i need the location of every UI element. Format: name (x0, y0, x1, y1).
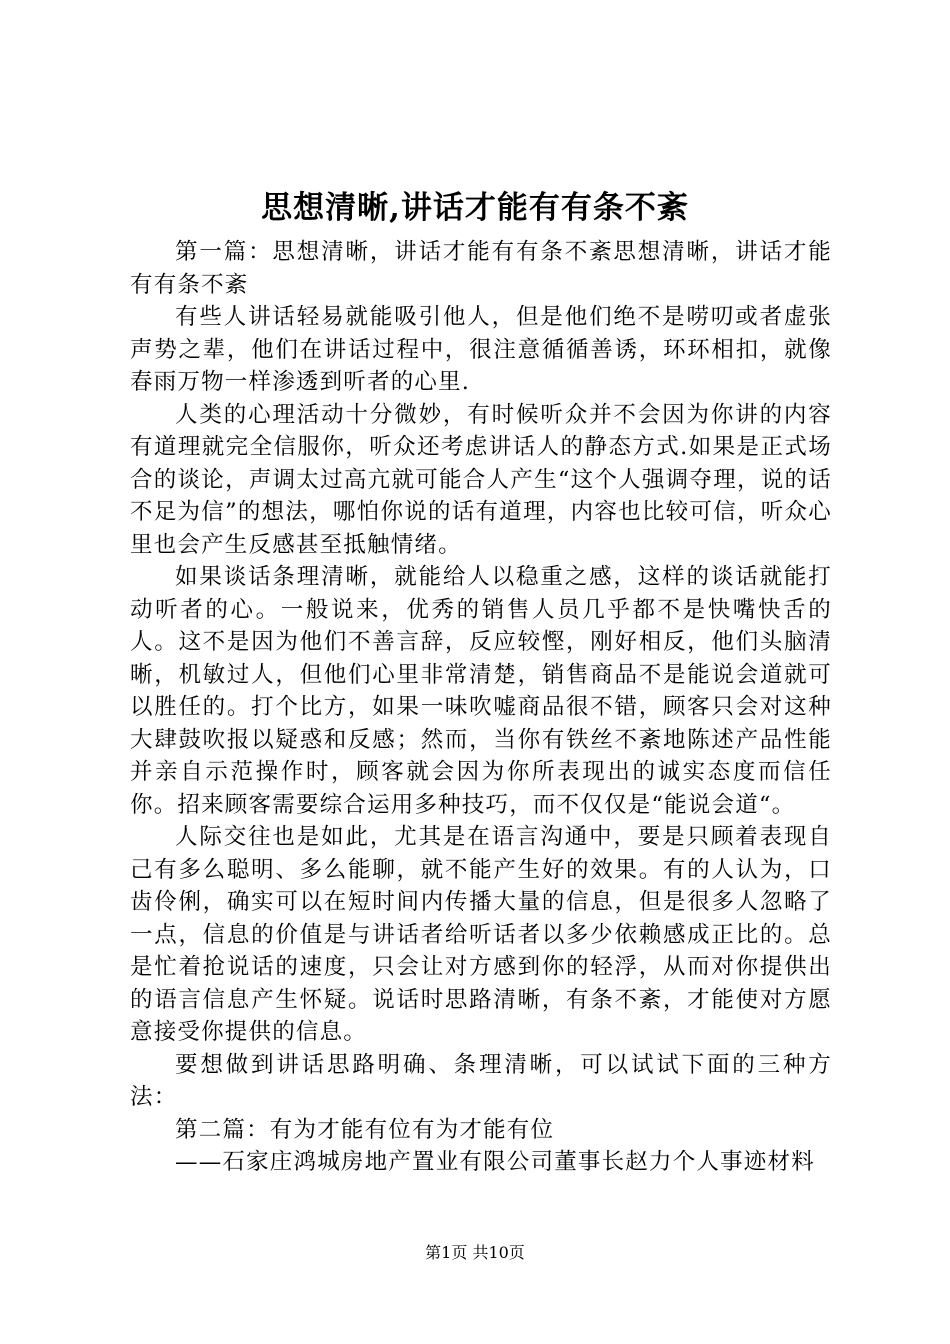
paragraph-2: 有些人讲话轻易就能吸引他人，但是他们绝不是唠叨或者虚张声势之辈，他们在讲话过程中，很注意循循善诱，环环相扣，就像春雨万物一样渗透到听者的心里. (130, 304, 832, 395)
document-body (130, 236, 832, 1179)
page-number-footer: 第1页 共10页 (425, 1243, 525, 1262)
paragraph-4: 如果谈话条理清晰，就能给人以稳重之感，这样的谈话就能打动听者的心。一般说来，优秀的销售人员几乎都不是快嘴快舌的人。这不是因为他们不善言辞，反应较慳，刚好相反，他们头脑清晰，机敏过人，但他们心里非常清楚，销售商品不是能说会道就可以胜任的。打个比方，如果一味吹嘘商品很不错，顾客只会对这种大肆鼓吹报以疑惑和反感；然而，当你有铁丝不紊地陈述产品性能并亲自示范操作时，顾客就会因为你所表现出的诚实态度而信任你。招来顾客需要综合运用多种技巧，而不仅仅是“能说会道“。 (130, 564, 832, 818)
document-title: 思想清晰,讲话才能有有条不紊 (261, 190, 689, 226)
paragraph-5: 人际交往也是如此，尤其是在语言沟通中，要是只顾着表现自己有多么聪明、多么能聊，就不能产生好的效果。有的人认为，口齿伶俐，确实可以在短时间内传播大量的信息，但是很多人忽略了一点，信息的价值是与讲话者给听话者以多少依赖感成正比的。总是忙着抢说话的速度，只会让对方感到你的轻浮，从而对你提供出的语言信息产生怀疑。说话时思路清晰，有条不紊，才能使对方愿意接受你提供的信息。 (130, 824, 832, 1045)
paragraph-1: 第一篇：思想清晰，讲话才能有有条不紊思想清晰，讲话才能有有条不紊 (130, 239, 832, 298)
paragraph-3: 人类的心理活动十分微妙，有时候听众并不会因为你讲的内容有道理就完全信服你，听众还考虑讲话人的静态方式.如果是正式场合的谈论，声调太过高亢就可能合人产生“这个人强调夺理，说的话不足为信”的想法，哪怕你说的话有道理，内容也比较可信，听众心里也会产生反感甚至抵触情绪。 (130, 401, 832, 558)
paragraph-7: 第二篇：有为才能有位有为才能有位 (175, 1116, 555, 1143)
paragraph-8: ——石家庄鸿城房地产置业有限公司董事长赵力个人事迹材料 (175, 1149, 815, 1175)
paragraph-6: 要想做到讲话思路明确、条理清晰，可以试试下面的三种方法： (130, 1051, 832, 1110)
